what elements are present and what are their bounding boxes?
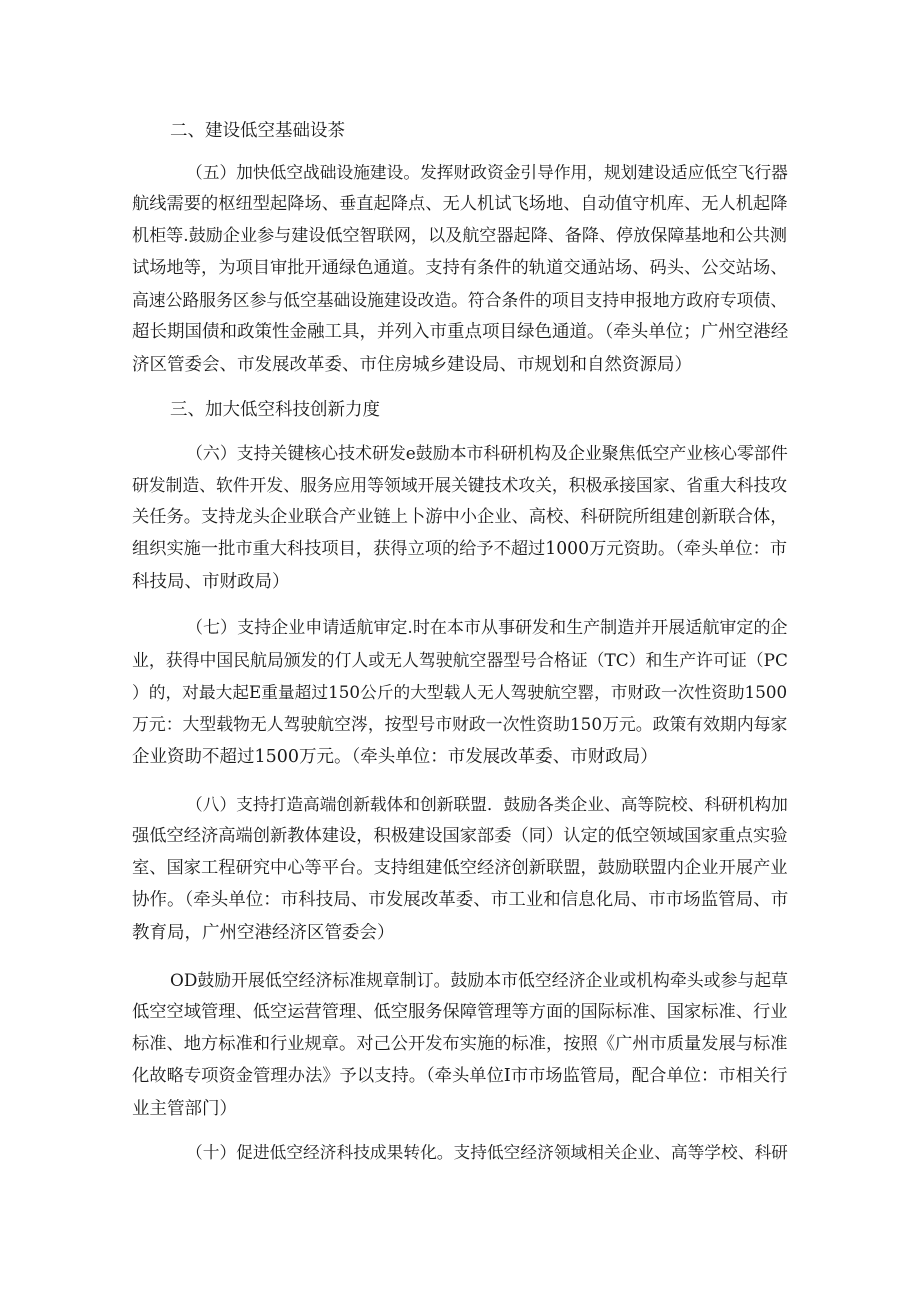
paragraph-line: 低空空域管理、低空运营管理、低空服务保障管理等方面的国际标准、国家标准、行业 <box>132 1002 788 1022</box>
paragraph-line: （五）加快低空战础设施建设。发挥财政资金引导作用，规划建设适应低空飞行器 <box>186 162 788 182</box>
paragraph-line: （六）支持关键核心技术研发e鼓励本市科研机构及企业聚焦低空产业核心零部件 <box>186 443 788 463</box>
paragraph-line: （七）支持企业申请适航审定.时在本市从事研发和生产制造并开展适航审定的企 <box>186 618 788 638</box>
paragraph-line: 航线需要的枢纽型起降场、垂直起降点、无人机试飞场地、自动值守机库、无人机起降 <box>132 194 788 214</box>
paragraph-line: 业，获得中国民航局颁发的仃人或无人驾驶航空器型号合格证（TC）和生产许可证（PC <box>132 650 788 670</box>
paragraph-line: 超长期国债和政策性金融工具，并列入市重点项目绿色通道。（牵头单位；广州空港经 <box>132 322 789 342</box>
section-heading-3: 三、加大低空科技创新力度 <box>170 400 380 420</box>
paragraph-line: 强低空经济高端创新教体建设，积极建设国家部委（同）认定的低空领域国家重点实验 <box>132 826 788 846</box>
paragraph-line: 研发制造、软件开发、服务应用等领域开展关键技术攻关，积极承接国家、省重大科技攻 <box>132 475 788 495</box>
paragraph-line: （八）支持打造高端创新载体和创新联盟．鼓励各类企业、高等院校、科研机构加 <box>186 794 788 814</box>
paragraph-line: 济区管委会、市发展改革委、市住房城乡建设局、市规划和自然资源局） <box>132 355 692 375</box>
paragraph-line: 室、国家工程研究中心等平台。支持组建低空经济创新联盟，鼓励联盟内企业开展产业 <box>132 858 788 878</box>
paragraph-line: 标准、地方标准和行业规章。对己公开发布实施的标准，按照《广州市质量发展与标准 <box>132 1034 788 1054</box>
section-heading-2: 二、建设低空基础设茶 <box>170 121 345 141</box>
paragraph-line: 万元：大型载物无人驾驶航空涔，按型号市财政一次性资助150万元。政策有效期内每家 <box>132 714 788 734</box>
paragraph-line: 业主管部门） <box>132 1099 237 1119</box>
paragraph-line: 机柜等.鼓励企业参与建设低空智联网，以及航空器起降、备降、停放保障基地和公共测 <box>132 226 787 246</box>
paragraph-line: 企业资助不超过1500万元。（牵头单位：市发展改革委、市财政局） <box>132 747 658 767</box>
paragraph-line: 关任务。支持龙头企业联合产业链上卜游中小企业、高校、科研院所组建创新联合体， <box>132 507 788 527</box>
paragraph-line: 教育局，广州空港经济区管委会） <box>132 923 395 943</box>
paragraph-line: OD鼓励开展低空经济标准规章制订。鼓励本市低空经济企业或机构牵头或参与起草 <box>170 970 788 990</box>
paragraph-line: 化故略专项资金管理办法》予以支持。（牵头单位I市市场监管局，配合单位：市相关行 <box>132 1066 788 1086</box>
paragraph-line: 组织实施一批市重大科技项目，获得立项的给予不超过1000万元资助。（牵头单位：市 <box>132 539 788 559</box>
paragraph-line: 试场地等，为项目审批开通绿色通道。支持有条件的轨道交通站场、码头、公交站场、 <box>132 258 788 278</box>
paragraph-line: 协作。（牵头单位：市科技局、市发展改革委、市工业和信息化局、市市场监管局、市 <box>132 890 789 910</box>
paragraph-line: （十）促进低空经济科技成果转化。支持低空经济领域相关企业、高等学校、科研 <box>186 1142 788 1162</box>
paragraph-line: 科技局、市财政局） <box>132 572 290 592</box>
paragraph-line: ）的，对最大起E重量超过150公斤的大型载人无人驾驶航空罂，市财政一次性资助1500 <box>132 682 788 702</box>
paragraph-line: 高速公路服务区参与低空基础设施建设改造。符合条件的项目支持申报地方政府专项债、 <box>132 290 788 310</box>
